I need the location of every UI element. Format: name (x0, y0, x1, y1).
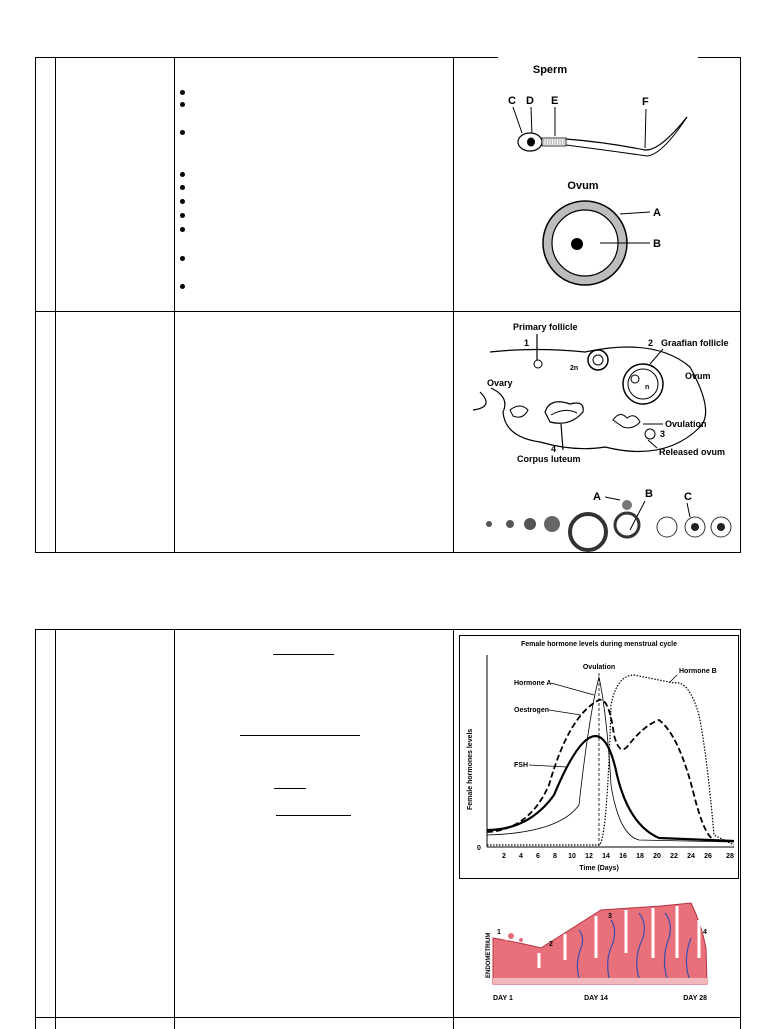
stage-2-label: 2 (648, 338, 654, 348)
x-tick: 14 (602, 853, 610, 860)
sperm-title: Sperm (532, 64, 568, 76)
released-ovum-label: Released ovum (659, 447, 726, 457)
bullet (180, 227, 185, 232)
ovum-title: Ovum (567, 180, 599, 192)
ovum-label-a: A (653, 207, 661, 219)
col-divider (174, 630, 175, 1029)
sperm-label-d: D (526, 95, 534, 107)
x-tick: 24 (687, 853, 695, 860)
x-tick: 22 (670, 853, 678, 860)
stage-4-label: 4 (703, 929, 707, 936)
x-tick: 26 (704, 853, 712, 860)
x-tick: 20 (653, 853, 661, 860)
x-tick: 12 (585, 853, 593, 860)
sperm-label-e: E (551, 95, 559, 107)
sperm-label-f: F (642, 96, 649, 108)
x-tick: 18 (636, 853, 644, 860)
ovum-label: Ovum (685, 371, 711, 381)
x-tick: 4 (519, 853, 523, 860)
hormone-chart (459, 635, 739, 879)
answer-line (274, 788, 306, 789)
x-axis-label: Time (Days) (579, 865, 619, 872)
stage-n-label: n (645, 384, 650, 391)
hormone-a-label: Hormone A (514, 680, 552, 687)
bullet (180, 284, 185, 289)
ovulation-label: Ovulation (665, 419, 707, 429)
answer-line (240, 735, 360, 736)
col-divider (55, 630, 56, 1029)
bullet (180, 90, 185, 95)
stage-3-label: 3 (660, 429, 666, 439)
sperm-ovum-diagram (455, 58, 740, 310)
ovary-diagram (455, 312, 740, 552)
chart-title: Female hormone levels during menstrual cycle (521, 641, 677, 648)
answer-line (273, 654, 334, 655)
bullet (180, 256, 185, 261)
row-divider (36, 1017, 740, 1018)
sperm-label-c: C (508, 95, 516, 107)
stage-2n-label: 2n (570, 365, 579, 372)
oestrogen-label: Oestrogen (514, 707, 550, 714)
col-divider (174, 58, 175, 552)
col-divider (453, 58, 454, 552)
strip-label-b: B (645, 488, 653, 500)
stage-4-label: 4 (551, 444, 557, 454)
x-tick: 6 (536, 853, 540, 860)
col-divider (55, 58, 56, 552)
ovulation-marker-label: Ovulation (582, 664, 616, 671)
bullet (180, 172, 185, 177)
strip-label-a: A (593, 491, 601, 503)
graafian-label: Graafian follicle (661, 338, 729, 348)
x-tick: 16 (619, 853, 627, 860)
stage-3-label: 3 (608, 913, 612, 920)
endometrium-diagram (481, 898, 721, 1006)
day-28-label: DAY 28 (683, 995, 707, 1002)
bullet (180, 213, 185, 218)
x-tick: 10 (568, 853, 576, 860)
bullet (180, 130, 185, 135)
stage-1-label: 1 (497, 929, 501, 936)
primary-follicle-label: Primary follicle (513, 322, 578, 332)
strip-label-c: C (684, 491, 692, 503)
ovary-label: Ovary (487, 378, 513, 388)
x-tick: 28 (726, 853, 734, 860)
col-divider (453, 630, 454, 1029)
endometrium-side-label: ENDOMETRIUM (486, 932, 492, 978)
bullet (180, 199, 185, 204)
y-zero: 0 (477, 845, 481, 852)
stage-1-label: 1 (524, 338, 530, 348)
bullet (180, 185, 185, 190)
x-tick: 2 (502, 853, 506, 860)
x-tick: 8 (553, 853, 557, 860)
corpus-luteum-label: Corpus luteum (517, 454, 581, 464)
day-1-label: DAY 1 (493, 995, 513, 1002)
hormone-b-label: Hormone B (679, 668, 717, 675)
ovum-label-b: B (653, 238, 661, 250)
answer-line (276, 815, 351, 816)
day-14-label: DAY 14 (584, 995, 608, 1002)
y-axis-label: Female hormones levels (467, 728, 474, 810)
bullet (180, 102, 185, 107)
fsh-label: FSH (514, 762, 528, 769)
stage-2-label: 2 (549, 941, 553, 948)
